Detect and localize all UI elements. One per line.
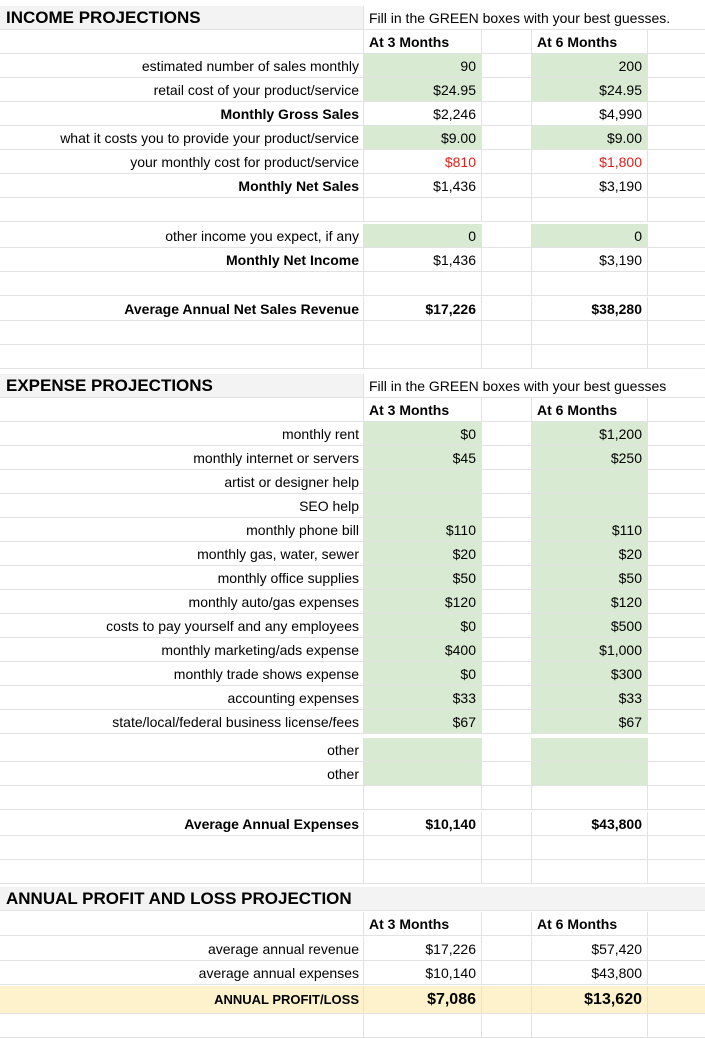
value-cell-3m[interactable]: $10,140 xyxy=(364,812,482,836)
cell[interactable] xyxy=(648,272,705,296)
cell[interactable] xyxy=(364,1014,482,1038)
cell[interactable] xyxy=(364,198,482,222)
cell[interactable] xyxy=(482,986,532,1014)
income-section-title[interactable]: INCOME PROJECTIONS xyxy=(0,6,364,30)
profit-value-3m[interactable]: $7,086 xyxy=(364,986,482,1014)
value-cell-3m[interactable]: $1,436 xyxy=(364,248,482,272)
cell[interactable] xyxy=(532,836,648,860)
cell[interactable] xyxy=(482,686,532,710)
input-cell-3m[interactable]: $120 xyxy=(364,590,482,614)
expense-row xyxy=(0,422,705,446)
cell[interactable] xyxy=(648,224,705,248)
cell[interactable] xyxy=(648,786,705,810)
input-cell-6m[interactable] xyxy=(532,738,648,762)
cell[interactable] xyxy=(0,321,364,345)
value-cell-6m[interactable]: $43,800 xyxy=(532,961,648,985)
input-cell-6m[interactable]: $300 xyxy=(532,662,648,686)
cell[interactable] xyxy=(648,30,705,54)
empty-row xyxy=(0,198,705,222)
cell[interactable] xyxy=(482,494,532,518)
pnl-column-header-row xyxy=(0,912,705,936)
cell[interactable] xyxy=(482,812,532,836)
cell[interactable] xyxy=(482,786,532,810)
row-label[interactable]: monthly trade shows expense xyxy=(0,662,364,686)
cell[interactable] xyxy=(648,78,705,102)
expense-row xyxy=(0,638,705,662)
cell[interactable] xyxy=(648,590,705,614)
income-header-row xyxy=(0,6,705,30)
expense-row xyxy=(0,738,705,762)
cell[interactable] xyxy=(482,198,532,222)
input-cell-6m[interactable]: $500 xyxy=(532,614,648,638)
row-label[interactable]: retail cost of your product/service xyxy=(0,78,364,102)
value-cell-6m[interactable]: $57,420 xyxy=(532,937,648,961)
cell[interactable] xyxy=(482,248,532,272)
input-cell-3m[interactable]: $20 xyxy=(364,542,482,566)
row-label[interactable]: your monthly cost for product/service xyxy=(0,150,364,174)
cell[interactable] xyxy=(364,786,482,810)
income-row-net-income xyxy=(0,248,705,272)
cell[interactable] xyxy=(648,961,705,985)
cell[interactable] xyxy=(482,224,532,248)
input-cell-6m[interactable]: $50 xyxy=(532,566,648,590)
profit-value-6m[interactable]: $13,620 xyxy=(532,986,648,1014)
cell[interactable] xyxy=(648,297,705,321)
value-cell-3m[interactable]: $810 xyxy=(364,150,482,174)
income-row-retail-cost xyxy=(0,78,705,102)
expense-row xyxy=(0,614,705,638)
cell[interactable] xyxy=(648,470,705,494)
cell[interactable] xyxy=(364,860,482,884)
cell[interactable] xyxy=(482,297,532,321)
cell[interactable] xyxy=(364,345,482,369)
cell[interactable] xyxy=(648,860,705,884)
cell[interactable] xyxy=(648,812,705,836)
cell[interactable] xyxy=(648,518,705,542)
income-column-header-row xyxy=(0,30,705,54)
row-label[interactable]: Monthly Gross Sales xyxy=(0,102,364,126)
cell[interactable] xyxy=(482,54,532,78)
input-cell-6m[interactable]: 0 xyxy=(532,224,648,248)
expense-row xyxy=(0,710,705,734)
expense-row-annual xyxy=(0,812,705,836)
income-row-other-income xyxy=(0,224,705,248)
cell[interactable] xyxy=(482,937,532,961)
input-cell-6m[interactable]: $250 xyxy=(532,446,648,470)
row-label[interactable]: average annual revenue xyxy=(0,937,364,961)
input-cell-6m[interactable] xyxy=(532,470,648,494)
cell[interactable] xyxy=(0,1014,364,1038)
value-cell-3m[interactable]: $17,226 xyxy=(364,937,482,961)
cell[interactable] xyxy=(648,398,705,422)
input-cell-6m[interactable]: $33 xyxy=(532,686,648,710)
cell[interactable] xyxy=(532,345,648,369)
cell[interactable] xyxy=(648,986,705,1014)
cell[interactable] xyxy=(482,590,532,614)
cell[interactable] xyxy=(648,1014,705,1038)
expense-row xyxy=(0,446,705,470)
empty-row xyxy=(0,272,705,296)
input-cell-3m[interactable]: $45 xyxy=(364,446,482,470)
input-cell-6m[interactable] xyxy=(532,494,648,518)
row-label[interactable]: Average Annual Expenses xyxy=(0,812,364,836)
input-cell-3m[interactable]: $24.95 xyxy=(364,78,482,102)
row-label[interactable]: monthly gas, water, sewer xyxy=(0,542,364,566)
value-cell-6m[interactable]: $1,800 xyxy=(532,150,648,174)
cell[interactable] xyxy=(648,494,705,518)
expense-col-6-months[interactable]: At 6 Months xyxy=(532,398,648,422)
cell[interactable] xyxy=(482,345,532,369)
income-row-sales-count xyxy=(0,54,705,78)
row-label[interactable]: other income you expect, if any xyxy=(0,224,364,248)
cell[interactable] xyxy=(648,150,705,174)
pnl-col-3-months[interactable]: At 3 Months xyxy=(364,912,482,936)
empty-row xyxy=(0,345,705,369)
expense-row xyxy=(0,566,705,590)
row-label[interactable]: Monthly Net Sales xyxy=(0,174,364,198)
input-cell-6m[interactable]: $1,000 xyxy=(532,638,648,662)
value-cell-3m[interactable]: $2,246 xyxy=(364,102,482,126)
expense-row xyxy=(0,590,705,614)
cell[interactable] xyxy=(482,638,532,662)
cell[interactable] xyxy=(648,686,705,710)
row-label[interactable]: monthly rent xyxy=(0,422,364,446)
cell[interactable] xyxy=(648,662,705,686)
cell[interactable] xyxy=(482,30,532,54)
cell[interactable] xyxy=(532,198,648,222)
row-label[interactable]: other xyxy=(0,762,364,786)
value-cell-6m[interactable]: $3,190 xyxy=(532,174,648,198)
input-cell-3m[interactable] xyxy=(364,494,482,518)
input-cell-3m[interactable]: 0 xyxy=(364,224,482,248)
expense-header-row xyxy=(0,374,705,398)
cell[interactable] xyxy=(648,710,705,734)
cell[interactable] xyxy=(648,836,705,860)
cell[interactable] xyxy=(482,272,532,296)
cell[interactable] xyxy=(482,150,532,174)
row-label[interactable]: Monthly Net Income xyxy=(0,248,364,272)
cell[interactable] xyxy=(482,126,532,150)
row-label[interactable]: monthly phone bill xyxy=(0,518,364,542)
input-cell-3m[interactable]: $0 xyxy=(364,614,482,638)
income-row-monthly-cost xyxy=(0,150,705,174)
empty-row xyxy=(0,786,705,810)
cell[interactable] xyxy=(648,345,705,369)
cell[interactable] xyxy=(648,638,705,662)
cell[interactable] xyxy=(648,738,705,762)
pnl-row-expenses xyxy=(0,961,705,985)
cell[interactable] xyxy=(648,762,705,786)
cell[interactable] xyxy=(482,710,532,734)
input-cell-6m[interactable]: 200 xyxy=(532,54,648,78)
cell[interactable] xyxy=(482,566,532,590)
cell[interactable] xyxy=(648,912,705,936)
income-row-unit-cost xyxy=(0,126,705,150)
cell[interactable] xyxy=(482,961,532,985)
input-cell-3m[interactable]: $33 xyxy=(364,686,482,710)
row-label[interactable]: other xyxy=(0,738,364,762)
cell[interactable] xyxy=(648,54,705,78)
cell[interactable] xyxy=(482,398,532,422)
expense-row xyxy=(0,518,705,542)
cell[interactable] xyxy=(482,78,532,102)
income-instruction-note[interactable]: Fill in the GREEN boxes with your best guesses. xyxy=(364,6,705,30)
input-cell-6m[interactable]: $120 xyxy=(532,590,648,614)
cell[interactable] xyxy=(0,912,364,936)
row-label[interactable]: Average Annual Net Sales Revenue xyxy=(0,297,364,321)
value-cell-3m[interactable]: $1,436 xyxy=(364,174,482,198)
cell[interactable] xyxy=(648,174,705,198)
row-label[interactable]: costs to pay yourself and any employees xyxy=(0,614,364,638)
input-cell-6m[interactable]: $24.95 xyxy=(532,78,648,102)
value-cell-6m[interactable]: $4,990 xyxy=(532,102,648,126)
expense-row xyxy=(0,662,705,686)
cell[interactable] xyxy=(532,786,648,810)
cell[interactable] xyxy=(482,542,532,566)
row-label[interactable]: average annual expenses xyxy=(0,961,364,985)
cell[interactable] xyxy=(364,321,482,345)
value-cell-3m[interactable]: $10,140 xyxy=(364,961,482,985)
row-label[interactable]: accounting expenses xyxy=(0,686,364,710)
cell[interactable] xyxy=(482,446,532,470)
cell[interactable] xyxy=(364,272,482,296)
input-cell-6m[interactable]: $110 xyxy=(532,518,648,542)
cell[interactable] xyxy=(648,566,705,590)
empty-row xyxy=(0,836,705,860)
input-cell-6m[interactable]: $1,200 xyxy=(532,422,648,446)
cell[interactable] xyxy=(648,422,705,446)
cell[interactable] xyxy=(482,762,532,786)
row-label[interactable]: monthly auto/gas expenses xyxy=(0,590,364,614)
input-cell-3m[interactable]: $400 xyxy=(364,638,482,662)
expense-instruction-note[interactable]: Fill in the GREEN boxes with your best guesses xyxy=(364,374,705,398)
input-cell-3m[interactable]: $0 xyxy=(364,422,482,446)
income-row-annual-revenue xyxy=(0,297,705,321)
cell[interactable] xyxy=(482,470,532,494)
cell[interactable] xyxy=(364,836,482,860)
row-label[interactable]: artist or designer help xyxy=(0,470,364,494)
expense-section-title[interactable]: EXPENSE PROJECTIONS xyxy=(0,374,364,398)
expense-column-header-row xyxy=(0,398,705,422)
cell[interactable] xyxy=(648,321,705,345)
cell[interactable] xyxy=(0,345,364,369)
value-cell-6m[interactable]: $38,280 xyxy=(532,297,648,321)
input-cell-3m[interactable] xyxy=(364,470,482,494)
cell[interactable] xyxy=(482,518,532,542)
input-cell-3m[interactable]: $0 xyxy=(364,662,482,686)
input-cell-3m[interactable]: $9.00 xyxy=(364,126,482,150)
cell[interactable] xyxy=(648,102,705,126)
pnl-row-revenue xyxy=(0,937,705,961)
cell[interactable] xyxy=(532,860,648,884)
cell[interactable] xyxy=(0,30,364,54)
input-cell-6m[interactable]: $67 xyxy=(532,710,648,734)
input-cell-6m[interactable]: $9.00 xyxy=(532,126,648,150)
cell[interactable] xyxy=(482,912,532,936)
row-label[interactable]: monthly internet or servers xyxy=(0,446,364,470)
expense-row xyxy=(0,494,705,518)
cell[interactable] xyxy=(532,272,648,296)
cell[interactable] xyxy=(482,662,532,686)
expense-row xyxy=(0,762,705,786)
cell[interactable] xyxy=(0,398,364,422)
value-cell-3m[interactable]: $17,226 xyxy=(364,297,482,321)
value-cell-6m[interactable]: $43,800 xyxy=(532,812,648,836)
cell[interactable] xyxy=(648,126,705,150)
cell[interactable] xyxy=(648,542,705,566)
input-cell-6m[interactable]: $20 xyxy=(532,542,648,566)
row-label[interactable]: monthly office supplies xyxy=(0,566,364,590)
cell[interactable] xyxy=(0,836,364,860)
cell[interactable] xyxy=(532,1014,648,1038)
cell[interactable] xyxy=(648,198,705,222)
pnl-header-row xyxy=(0,887,705,911)
income-row-gross-sales xyxy=(0,102,705,126)
input-cell-3m[interactable] xyxy=(364,762,482,786)
expense-row xyxy=(0,470,705,494)
cell[interactable] xyxy=(0,786,364,810)
cell[interactable] xyxy=(648,614,705,638)
row-label[interactable]: ANNUAL PROFIT/LOSS xyxy=(0,986,364,1014)
input-cell-3m[interactable] xyxy=(364,738,482,762)
expense-row xyxy=(0,686,705,710)
pnl-col-6-months[interactable]: At 6 Months xyxy=(532,912,648,936)
expense-row xyxy=(0,542,705,566)
input-cell-6m[interactable] xyxy=(532,762,648,786)
cell[interactable] xyxy=(0,198,364,222)
cell[interactable] xyxy=(532,321,648,345)
value-cell-6m[interactable]: $3,190 xyxy=(532,248,648,272)
cell[interactable] xyxy=(482,422,532,446)
cell[interactable] xyxy=(482,321,532,345)
row-label[interactable]: state/local/federal business license/fees xyxy=(0,710,364,734)
empty-row xyxy=(0,1014,705,1038)
row-label[interactable]: estimated number of sales monthly xyxy=(0,54,364,78)
income-col-6-months[interactable]: At 6 Months xyxy=(532,30,648,54)
cell[interactable] xyxy=(482,174,532,198)
input-cell-3m[interactable]: $50 xyxy=(364,566,482,590)
cell[interactable] xyxy=(482,614,532,638)
expense-col-3-months[interactable]: At 3 Months xyxy=(364,398,482,422)
input-cell-3m[interactable]: $110 xyxy=(364,518,482,542)
cell[interactable] xyxy=(482,102,532,126)
income-row-net-sales xyxy=(0,174,705,198)
cell[interactable] xyxy=(0,860,364,884)
pnl-section-title[interactable]: ANNUAL PROFIT AND LOSS PROJECTION xyxy=(0,887,705,911)
row-label[interactable]: what it costs you to provide your product/service xyxy=(0,126,364,150)
cell[interactable] xyxy=(648,446,705,470)
cell[interactable] xyxy=(0,272,364,296)
input-cell-3m[interactable]: $67 xyxy=(364,710,482,734)
cell[interactable] xyxy=(648,248,705,272)
empty-row xyxy=(0,321,705,345)
row-label[interactable]: monthly marketing/ads expense xyxy=(0,638,364,662)
income-col-3-months[interactable]: At 3 Months xyxy=(364,30,482,54)
row-label[interactable]: SEO help xyxy=(0,494,364,518)
empty-row xyxy=(0,860,705,884)
input-cell-3m[interactable]: 90 xyxy=(364,54,482,78)
cell[interactable] xyxy=(648,937,705,961)
cell[interactable] xyxy=(482,836,532,860)
cell[interactable] xyxy=(482,1014,532,1038)
pnl-row-profit xyxy=(0,986,705,1014)
cell[interactable] xyxy=(482,860,532,884)
cell[interactable] xyxy=(482,738,532,762)
